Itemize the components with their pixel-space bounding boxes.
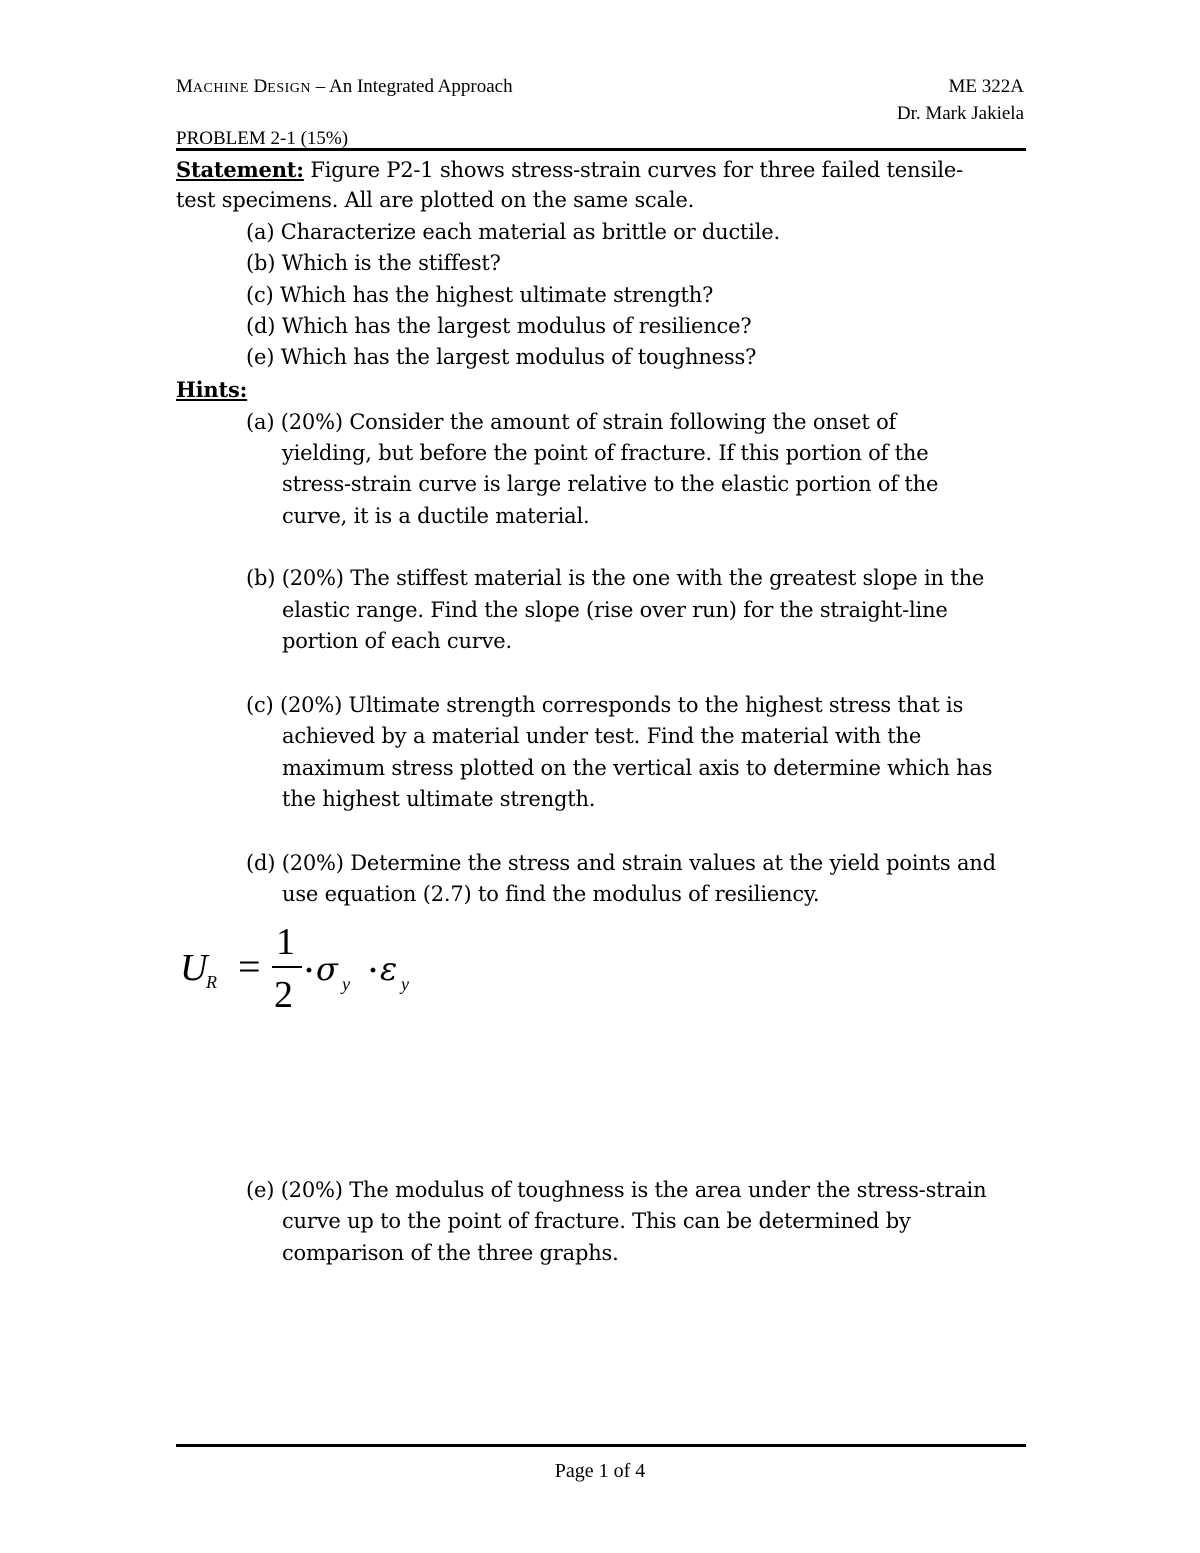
hint-a-line-2: yielding, but before the point of fracture. If this portion of the [282,441,929,465]
hint-e-line-2: curve up to the point of fracture. This can be determined by [282,1209,911,1233]
hint-e-line-3: comparison of the three graphs. [282,1241,619,1265]
statement-line-1 [176,154,963,186]
hint-b-line-3: portion of each curve. [282,629,513,653]
course-title-word-achine: ACHINE [192,81,249,96]
question-d: (d) Which has the largest modulus of resilience? [246,314,752,338]
formula-equals: = [238,944,261,989]
formula-numerator: 1 [276,921,295,963]
page-number: Page 1 of 4 [554,1460,646,1482]
header-divider [176,148,1026,151]
formula-epsilon: ε [380,950,398,988]
hint-a-line-4: curve, it is a ductile material. [282,504,590,528]
formula-dot-1: · [304,954,315,987]
course-code: ME 322A [948,76,1024,97]
hint-e-line-1: (e) (20%) The modulus of toughness is the area under the stress-strain [246,1178,987,1202]
hint-c-line-3: maximum stress plotted on the vertical axis to determine which has [282,756,993,780]
question-c: (c) Which has the highest ultimate strength? [246,283,714,307]
question-a: (a) Characterize each material as brittle or ductile. [246,220,781,244]
statement-text-1: Figure P2-1 shows stress-strain curves for three failed tensile- [303,158,964,182]
hint-d-line-1: (d) (20%) Determine the stress and strain values at the yield points and [246,851,996,875]
formula-u-subscript: R [206,972,217,992]
statement-label: Statement: [176,157,304,182]
formula-epsilon-subscript: y [401,974,409,994]
formula-sigma: σ [316,950,338,988]
hints-label: Hints: [176,377,248,402]
course-title [176,75,513,101]
course-subtitle: – An Integrated Approach [311,76,513,97]
statement-line-2: test specimens. All are plotted on the same scale. [176,188,695,212]
formula-u: U [180,947,208,989]
formula-sigma-subscript: y [342,974,350,994]
hint-c-line-4: the highest ultimate strength. [282,787,596,811]
hint-c-line-2: achieved by a material under test. Find the material with the [282,724,922,748]
hint-b-line-2: elastic range. Find the slope (rise over run) for the straight-line [282,598,948,622]
hint-c-line-1: (c) (20%) Ultimate strength corresponds to the highest stress that is [246,693,964,717]
instructor-name: Dr. Mark Jakiela [896,103,1024,124]
question-e: (e) Which has the largest modulus of toughness? [246,345,757,369]
formula-denominator: 2 [274,974,293,1016]
course-title-letter-d: D [253,76,268,97]
footer-divider [176,1444,1026,1447]
question-b: (b) Which is the stiffest? [246,251,501,275]
course-title-word-esign: ESIGN [267,81,312,96]
hint-a-line-1: (a) (20%) Consider the amount of strain following the onset of [246,410,897,434]
hint-d-line-2: use equation (2.7) to find the modulus of resiliency. [282,882,820,906]
course-title-letter-m: M [176,76,193,97]
problem-title: PROBLEM 2-1 (15%) [176,128,349,149]
formula-dot-2: · [368,954,379,987]
hint-a-line-3: stress-strain curve is large relative to the elastic portion of the [282,472,939,496]
hint-b-line-1: (b) (20%) The stiffest material is the one with the greatest slope in the [246,566,985,590]
resilience-formula [176,918,436,1018]
